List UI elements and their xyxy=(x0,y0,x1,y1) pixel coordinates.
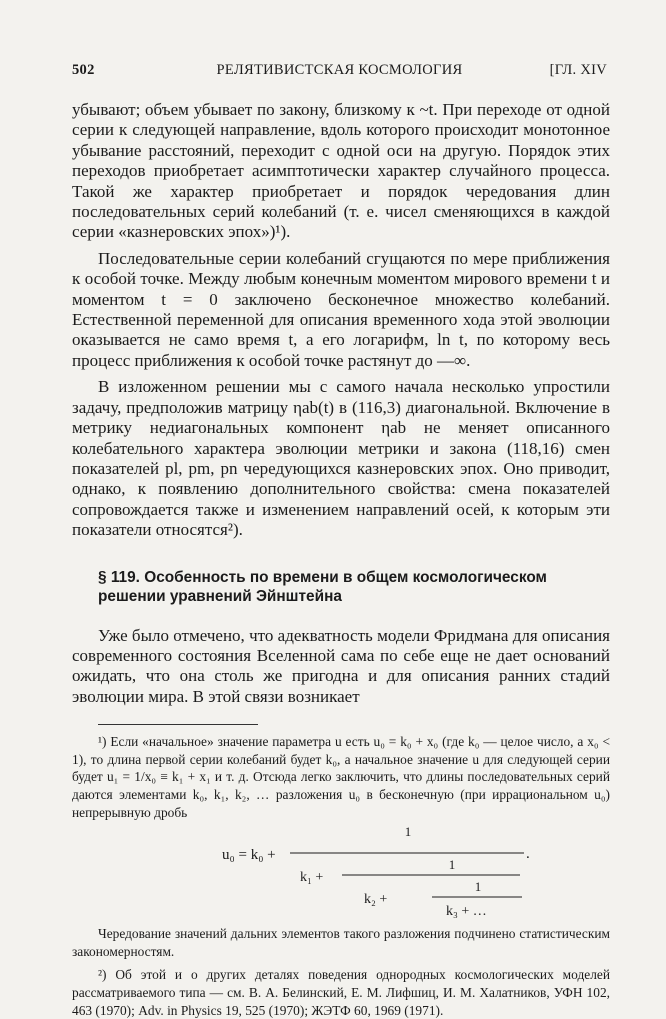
footnote-1: ¹) Если «начальное» значение параметра u есть u₀ = k₀ + x₀ (где k₀ — целое число, а x₀ < 1), то длина первой серии колебаний будет k₀, а начальное значение u для следующей серии будет u₁ = 1/x₀ ≡ k₁ + x₁ и т. д. Отсюда легко заключить, что длины последовательных серий даются элементами k₀, k₁, k₂, … разложения u₀ в бесконечную (при иррациональном u₀) непрерывную дробь xyxy=(72,734,610,820)
footnote-divider xyxy=(98,724,258,725)
continued-fraction xyxy=(72,821,610,925)
running-header xyxy=(72,62,607,82)
formula-numerator-1: 1 xyxy=(404,824,412,840)
formula-denominator-3: k₃ + … xyxy=(446,904,487,920)
formula-numerator-3: 1 xyxy=(474,879,482,895)
page-number: 502 xyxy=(72,62,95,78)
main-text xyxy=(72,100,610,1019)
paragraph-4: Уже было отмечено, что адекватность модели Фридмана для описания современного состояния Вселенной сама по себе еще не дает оснований ожидать, что она столь же пригодна и для описания ранних стадий эволюции мира. В этой связи возникает xyxy=(72,625,610,706)
section-heading-line-2: решении уравнений Эйнштейна xyxy=(98,587,342,605)
section-heading-line-1: § 119. Особенность по времени в общем космологическом xyxy=(98,568,547,586)
section-heading xyxy=(72,568,610,606)
formula-denominator-1: k₁ + xyxy=(300,870,324,886)
formula-lhs: u₀ = k₀ + xyxy=(222,847,276,864)
running-title: РЕЛЯТИВИСТСКАЯ КОСМОЛОГИЯ xyxy=(216,62,463,78)
continued-fraction-formula xyxy=(222,823,532,923)
chapter-label: [ГЛ. XIV xyxy=(549,62,607,78)
paragraph-2: Последовательные серии колебаний сгущаются по мере приближения к особой точке. Между любым конечным моментом мирового времени t и моментом t = 0 заключено бесконечное множество колебаний. Естественной переменной для описания временного хода этой эволюции оказывается не само время t, а его логарифм, ln t, по которому весь процесс приближения к особой точке растянут до —∞. xyxy=(72,248,610,370)
formula-end: . xyxy=(526,846,530,863)
paragraph-1: убывают; объем убывает по закону, близкому к ~t. При переходе от одной серии к следующей направление, вдоль которого происходит монотонное убывание расстояний, переходит с одной оси на другую. Порядок этих переходов приобретает асимптотически характер случайного процесса. Такой же характер приобретает и порядок чередования длин последовательных серий колебаний (т. е. чисел сменяющихся в каждой серии «казнеровских эпох»)¹). xyxy=(72,100,610,242)
footnote-1-continuation: Чередование значений дальних элементов такого разложения подчинено статистическим закономерностям. xyxy=(72,926,610,959)
footnote-2: ²) Об этой и о других деталях поведения однородных космологических моделей рассматриваемого типа — см. В. А. Белинский, Е. М. Лифшиц, И. М. Халатников, УФН 102, 463 (1970); Adv. in Physics 19, 525 (1970); ЖЭТФ 60, 1969 (1971). xyxy=(72,967,610,1018)
formula-denominator-2: k₂ + xyxy=(364,892,388,908)
formula-numerator-2: 1 xyxy=(448,857,456,873)
paragraph-3: В изложенном решении мы с самого начала несколько упростили задачу, предположив матрицу ηab(t) в (116,3) диагональной. Включение в метрику недиагональных компонент ηab не меняет описанного колебательного характера эволюции метрики и закона (118,16) смен показателей pl, pm, pn чередующихся казнеровских эпох. Оно приводит, однако, к появлению дополнительного свойства: смена показателей сопровождается также и изменением направлений осей, к которым эти показатели относятся²). xyxy=(72,377,610,540)
